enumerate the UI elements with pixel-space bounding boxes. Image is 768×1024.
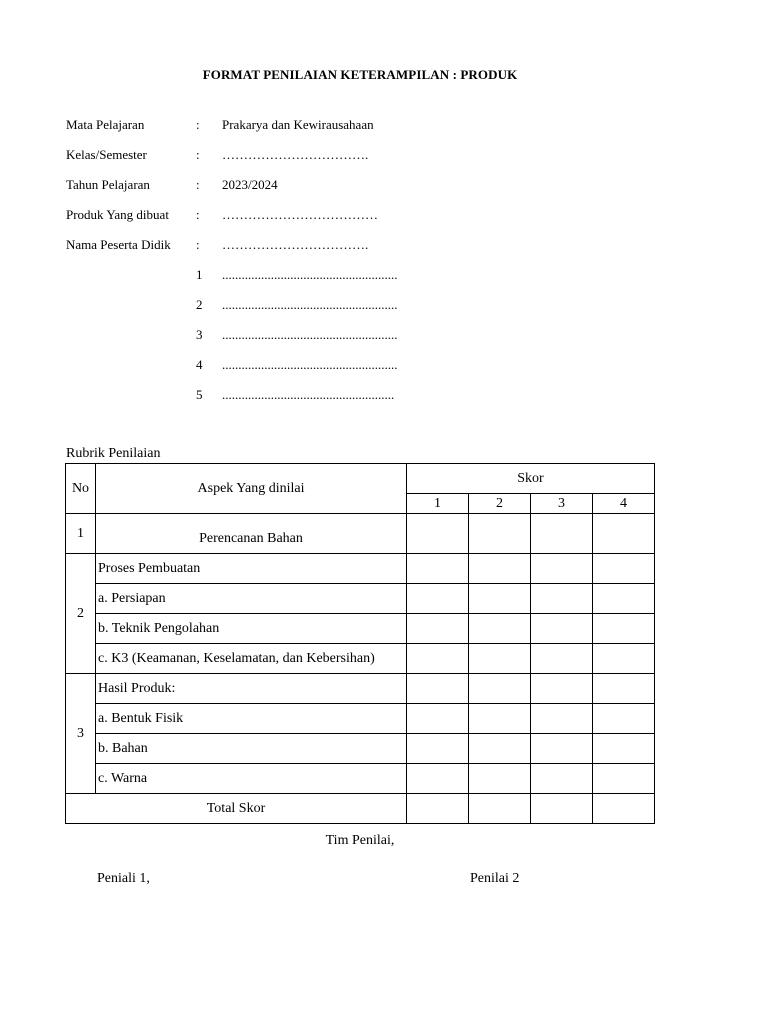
score-cell[interactable] [407, 764, 469, 794]
participant-number: 1 [196, 267, 203, 282]
team-label: Tim Penilai, [325, 833, 395, 848]
info-colon: : [196, 117, 200, 132]
row-number: 1 [66, 514, 96, 554]
score-cell[interactable] [531, 674, 593, 704]
assessor-2-label: Penilai 2 [470, 871, 520, 886]
score-cell[interactable] [593, 614, 655, 644]
participant-line: ..................................................... [222, 387, 395, 402]
total-score-cell[interactable] [407, 794, 469, 824]
total-row [66, 794, 655, 824]
table-row [66, 734, 655, 764]
aspect-cell: Hasil Produk: [96, 674, 407, 704]
score-cell[interactable] [593, 704, 655, 734]
aspect-cell: a. Bentuk Fisik [96, 704, 407, 734]
score-cell[interactable] [531, 704, 593, 734]
skor-column-1: 1 [407, 494, 469, 514]
score-cell[interactable] [469, 584, 531, 614]
info-colon: : [196, 147, 200, 162]
info-colon: : [196, 237, 200, 252]
participant-number: 2 [196, 297, 203, 312]
table-header-row [66, 464, 655, 494]
aspect-cell: Proses Pembuatan [96, 554, 407, 584]
skor-column-3: 3 [531, 494, 593, 514]
score-cell[interactable] [593, 554, 655, 584]
skor-column-4: 4 [593, 494, 655, 514]
aspect-cell: c. K3 (Keamanan, Keselamatan, dan Kebersihan) [96, 644, 407, 674]
info-value-kelas-semester: ……………………………. [222, 147, 369, 162]
score-cell[interactable] [407, 704, 469, 734]
total-label: Total Skor [66, 794, 407, 824]
table-row [66, 614, 655, 644]
score-cell[interactable] [407, 734, 469, 764]
info-label-produk: Produk Yang dibuat [66, 207, 169, 222]
rubrik-title: Rubrik Penilaian [66, 446, 161, 461]
score-cell[interactable] [531, 554, 593, 584]
info-label-tahun-pelajaran: Tahun Pelajaran [66, 177, 150, 192]
score-cell[interactable] [407, 554, 469, 584]
aspect-cell: b. Teknik Pengolahan [96, 614, 407, 644]
score-cell[interactable] [593, 514, 655, 554]
score-cell[interactable] [407, 674, 469, 704]
table-row [66, 764, 655, 794]
score-cell[interactable] [469, 614, 531, 644]
skor-column-2: 2 [469, 494, 531, 514]
aspect-cell: a. Persiapan [96, 584, 407, 614]
score-cell[interactable] [469, 554, 531, 584]
table-row [66, 584, 655, 614]
score-cell[interactable] [469, 764, 531, 794]
info-value-produk: ……………………………… [222, 207, 378, 222]
score-cell[interactable] [469, 704, 531, 734]
score-cell[interactable] [407, 644, 469, 674]
aspect-cell: Perencanan Bahan [96, 514, 407, 554]
score-cell[interactable] [531, 614, 593, 644]
row-number: 3 [66, 674, 96, 794]
participant-line: ...................................................... [222, 357, 398, 372]
assessor-1-label: Peniali 1, [97, 871, 150, 886]
header-no: No [66, 464, 96, 514]
score-cell[interactable] [531, 644, 593, 674]
participant-line: ...................................................... [222, 267, 398, 282]
row-number: 2 [66, 554, 96, 674]
score-cell[interactable] [531, 584, 593, 614]
total-score-cell[interactable] [469, 794, 531, 824]
table-row [66, 554, 655, 584]
score-cell[interactable] [531, 514, 593, 554]
total-score-cell[interactable] [531, 794, 593, 824]
score-cell[interactable] [407, 614, 469, 644]
participant-number: 4 [196, 357, 203, 372]
info-value-nama-peserta: ……………………………. [222, 237, 369, 252]
score-cell[interactable] [593, 734, 655, 764]
table-row [66, 514, 655, 554]
participant-number: 5 [196, 387, 203, 402]
aspect-cell: c. Warna [96, 764, 407, 794]
score-cell[interactable] [407, 584, 469, 614]
score-cell[interactable] [531, 734, 593, 764]
score-cell[interactable] [469, 674, 531, 704]
header-skor: Skor [407, 464, 655, 494]
total-score-cell[interactable] [593, 794, 655, 824]
table-row [66, 704, 655, 734]
info-colon: : [196, 207, 200, 222]
score-cell[interactable] [407, 514, 469, 554]
info-label-kelas-semester: Kelas/Semester [66, 147, 147, 162]
page-title: FORMAT PENILAIAN KETERAMPILAN : PRODUK [202, 67, 518, 82]
participant-line: ...................................................... [222, 327, 398, 342]
score-cell[interactable] [469, 514, 531, 554]
score-cell[interactable] [531, 764, 593, 794]
score-cell[interactable] [593, 644, 655, 674]
aspect-cell: b. Bahan [96, 734, 407, 764]
score-cell[interactable] [469, 734, 531, 764]
info-label-mata-pelajaran: Mata Pelajaran [66, 117, 145, 132]
table-row [66, 644, 655, 674]
header-aspek: Aspek Yang dinilai [96, 464, 407, 514]
info-colon: : [196, 177, 200, 192]
info-label-nama-peserta: Nama Peserta Didik [66, 237, 171, 252]
score-cell[interactable] [469, 644, 531, 674]
info-value-tahun-pelajaran: 2023/2024 [222, 177, 278, 192]
participant-line: ...................................................... [222, 297, 398, 312]
score-cell[interactable] [593, 764, 655, 794]
participant-number: 3 [196, 327, 203, 342]
rubrik-table [65, 463, 655, 824]
score-cell[interactable] [593, 584, 655, 614]
score-cell[interactable] [593, 674, 655, 704]
table-row [66, 674, 655, 704]
info-value-mata-pelajaran: Prakarya dan Kewirausahaan [222, 117, 374, 132]
